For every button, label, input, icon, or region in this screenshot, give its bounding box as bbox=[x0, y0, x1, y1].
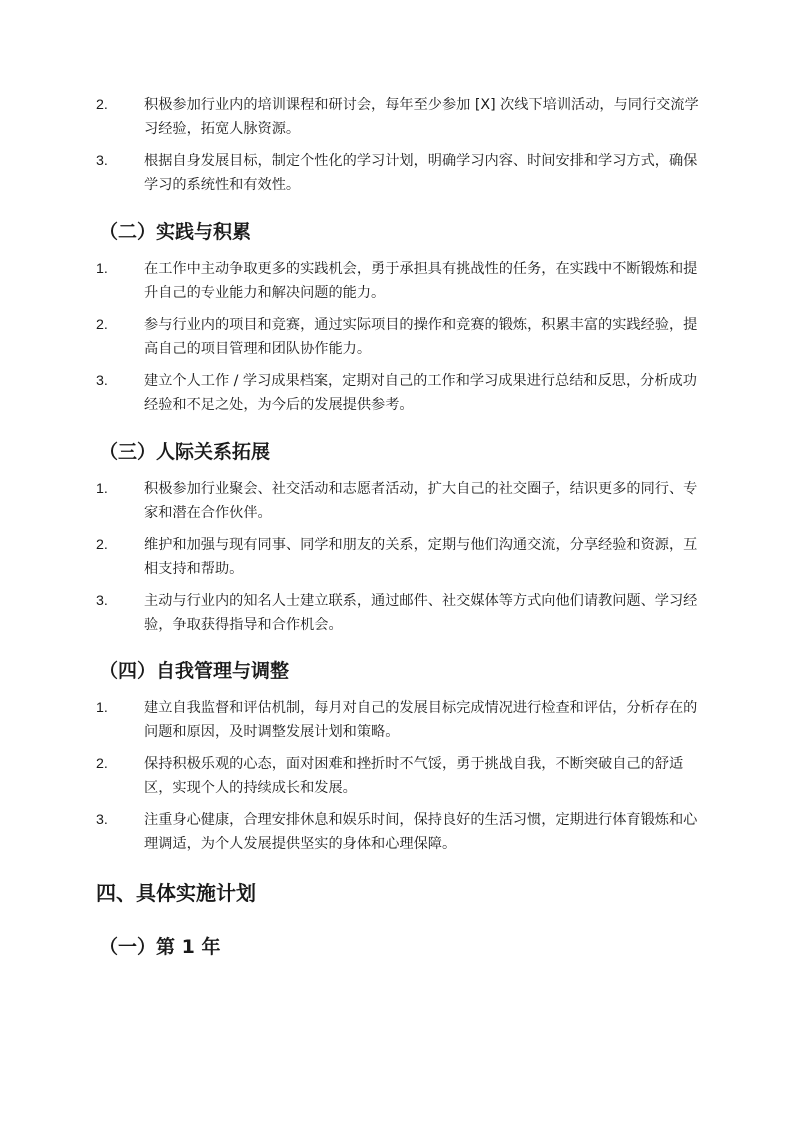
list-number: 3. bbox=[96, 153, 108, 169]
list-text: 积极参加行业聚会、社交活动和志愿者活动，扩大自己的社交圈子，结识更多的同行、专家和潜在合作伙伴。 bbox=[144, 481, 698, 521]
list-number: 3. bbox=[96, 593, 108, 609]
list-number: 2. bbox=[96, 756, 108, 772]
list-text: 主动与行业内的知名人士建立联系，通过邮件、社交媒体等方式向他们请教问题、学习经验，争取获得指导和合作机会。 bbox=[144, 593, 698, 633]
section-heading-self-management: （四）自我管理与调整 bbox=[99, 660, 290, 682]
list-text: 保持积极乐观的心态，面对困难和挫折时不气馁，勇于挑战自我，不断突破自己的舒适区，实现个人的持续成长和发展。 bbox=[144, 756, 684, 796]
list-number: 2. bbox=[96, 97, 108, 113]
list-text: 注重身心健康，合理安排休息和娱乐时间，保持良好的生活习惯，定期进行体育锻炼和心理调适，为个人发展提供坚实的身体和心理保障。 bbox=[144, 812, 698, 852]
section-heading-practice: （二）实践与积累 bbox=[99, 221, 252, 243]
list-text: 在工作中主动争取更多的实践机会，勇于承担具有挑战性的任务，在实践中不断锻炼和提升自己的专业能力和解决问题的能力。 bbox=[144, 261, 698, 301]
list-text: 参与行业内的项目和竞赛，通过实际项目的操作和竞赛的锻炼，积累丰富的实践经验，提高自己的项目管理和团队协作能力。 bbox=[144, 317, 698, 357]
list-number: 3. bbox=[96, 373, 108, 389]
section-heading-year-1: （一）第 1 年 bbox=[99, 936, 221, 958]
list-text: 积极参加行业内的培训课程和研讨会，每年至少参加 [X] 次线下培训活动，与同行交流学习经验，拓宽人脉资源。 bbox=[144, 97, 699, 137]
list-number: 2. bbox=[96, 537, 108, 553]
list-text: 维护和加强与现有同事、同学和朋友的关系，定期与他们沟通交流，分享经验和资源，互相支持和帮助。 bbox=[144, 537, 698, 577]
list-number: 1. bbox=[96, 700, 108, 716]
list-text: 建立自我监督和评估机制，每月对自己的发展目标完成情况进行检查和评估，分析存在的问题和原因，及时调整发展计划和策略。 bbox=[144, 700, 698, 740]
list-text: 根据自身发展目标，制定个性化的学习计划，明确学习内容、时间安排和学习方式，确保学习的系统性和有效性。 bbox=[144, 153, 698, 193]
section-heading-network: （三）人际关系拓展 bbox=[99, 441, 271, 463]
chapter-heading-implementation-plan: 四、具体实施计划 bbox=[96, 881, 256, 905]
list-number: 1. bbox=[96, 481, 108, 497]
list-text: 建立个人工作 / 学习成果档案，定期对自己的工作和学习成果进行总结和反思，分析成功经验和不足之处，为今后的发展提供参考。 bbox=[144, 373, 697, 413]
list-number: 1. bbox=[96, 261, 108, 277]
list-number: 2. bbox=[96, 317, 108, 333]
list-number: 3. bbox=[96, 812, 108, 828]
